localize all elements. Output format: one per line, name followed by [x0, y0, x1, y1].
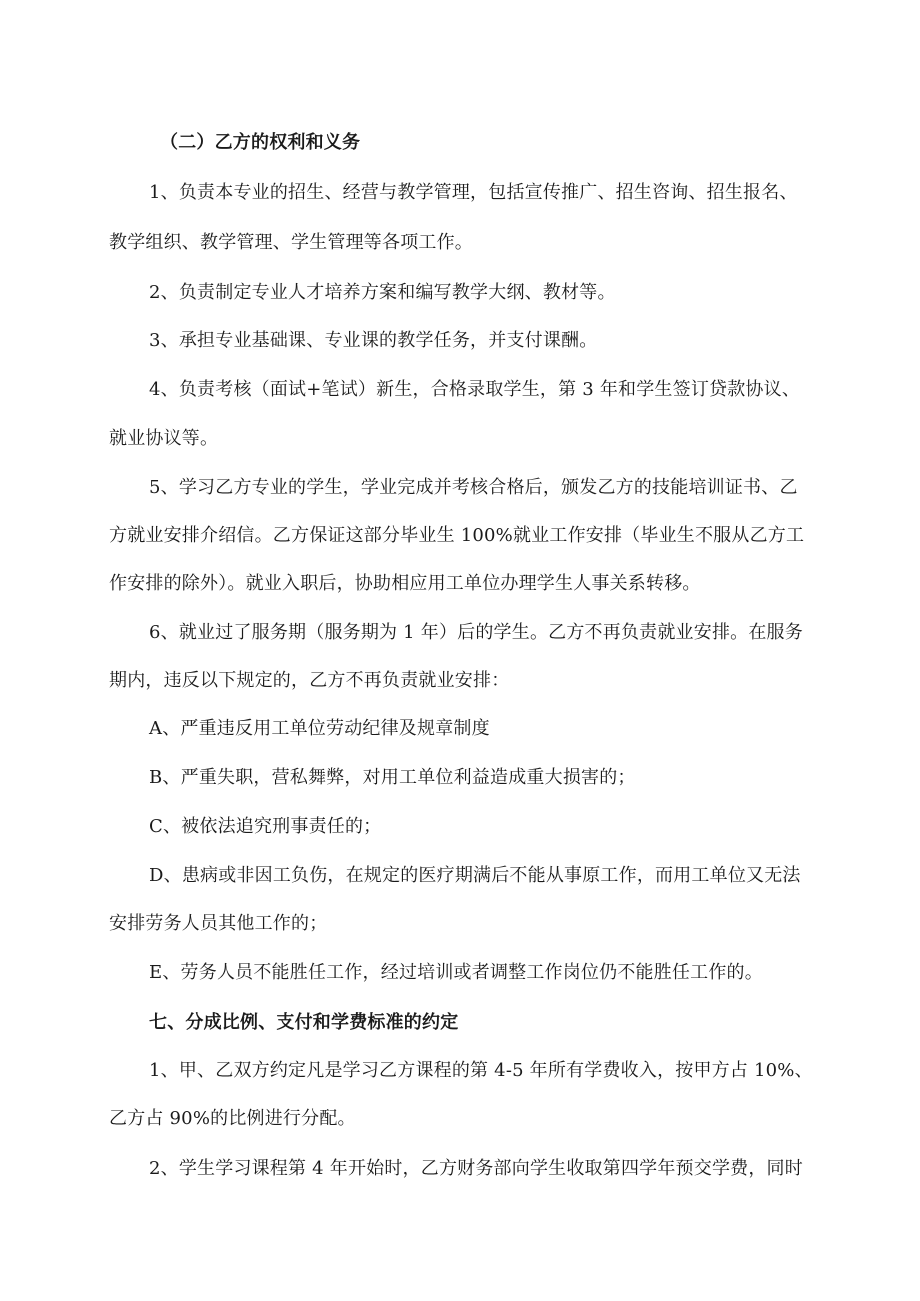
item-b: B、严重失职，营私舞弊，对用工单位利益造成重大损害的；: [149, 767, 636, 788]
item-5-line-3: 作安排的除外）。就业入职后，协助相应用工单位办理学生人事关系转移。: [109, 573, 701, 594]
item-4-line-1: 4、负责考核（面试+笔试）新生，合格录取学生，第 3 年和学生签订贷款协议、: [149, 379, 801, 400]
section-7-heading: 七、分成比例、支付和学费标准的约定: [149, 1012, 459, 1033]
item-e: E、劳务人员不能胜任工作，经过培训或者调整工作岗位仍不能胜任工作的。: [149, 962, 763, 983]
section-7-item-1-line-1: 1、甲、乙双方约定凡是学习乙方课程的第 4-5 年所有学费收入，按甲方占 10%、: [149, 1060, 813, 1081]
item-6-line-2: 期内，违反以下规定的，乙方不再负责就业安排：: [109, 670, 510, 691]
party-b-rights-heading: （二）乙方的权利和义务: [160, 132, 361, 153]
item-1-line-2: 教学组织、教学管理、学生管理等各项工作。: [109, 232, 473, 253]
item-c: C、被依法追究刑事责任的；: [149, 816, 382, 837]
item-1-line-1: 1、负责本专业的招生、经营与教学管理，包括宣传推广、招生咨询、招生报名、: [149, 182, 798, 203]
item-a: A、严重违反用工单位劳动纪律及规章制度: [149, 718, 490, 739]
item-6-line-1: 6、就业过了服务期（服务期为 1 年）后的学生。乙方不再负责就业安排。在服务: [149, 622, 803, 643]
section-7-item-2-line-1: 2、学生学习课程第 4 年开始时，乙方财务部向学生收取第四学年预交学费，同时: [149, 1158, 803, 1179]
item-2: 2、负责制定专业人才培养方案和编写教学大纲、教材等。: [149, 282, 616, 303]
item-d-line-2: 安排劳务人员其他工作的；: [109, 913, 328, 934]
item-3: 3、承担专业基础课、专业课的教学任务，并支付课酬。: [149, 330, 598, 351]
item-5-line-1: 5、学习乙方专业的学生，学业完成并考核合格后，颁发乙方的技能培训证书、乙: [149, 477, 798, 498]
item-d-line-1: D、患病或非因工负伤，在规定的医疗期满后不能从事原工作，而用工单位又无法: [149, 865, 801, 886]
item-5-line-2: 方就业安排介绍信。乙方保证这部分毕业生 100%就业工作安排（毕业生不服从乙方工: [109, 525, 805, 546]
section-7-item-1-line-2: 乙方占 90%的比例进行分配。: [109, 1108, 356, 1129]
item-4-line-2: 就业协议等。: [109, 428, 219, 449]
